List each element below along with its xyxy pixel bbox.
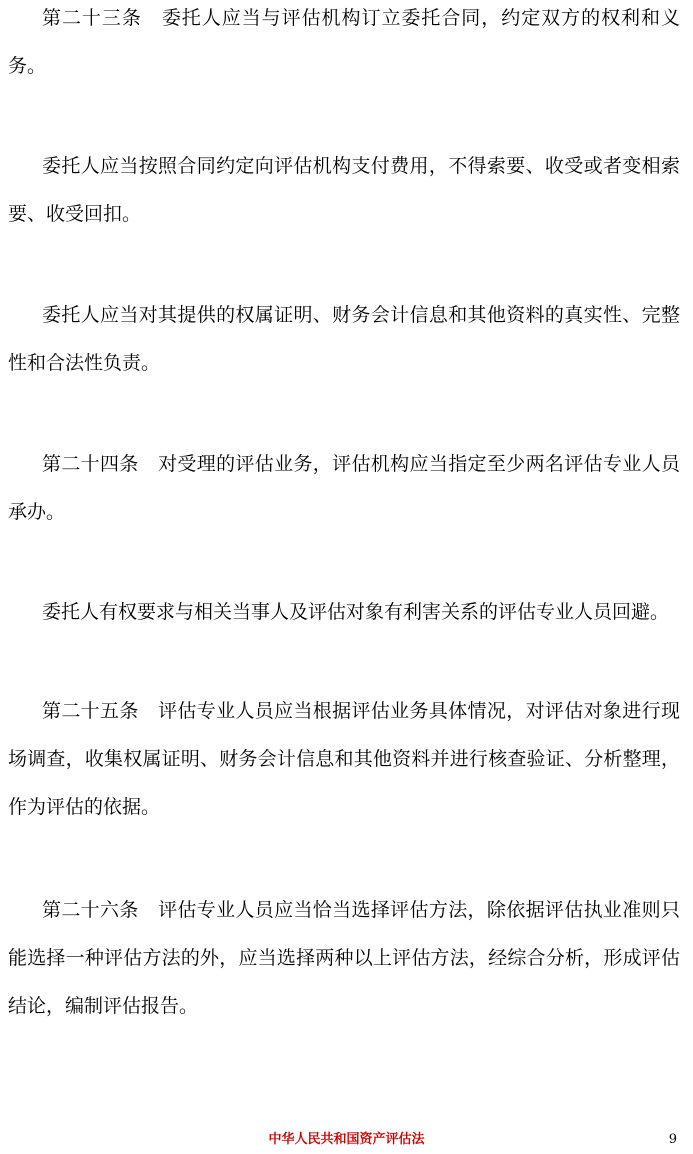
paragraph-text: 委托人应当对其提供的权属证明、财务会计信息和其他资料的真实性、完整性和合法性负责。 xyxy=(8,304,680,374)
article-number: 第二十五条 xyxy=(42,700,139,722)
paragraph-text: 对受理的评估业务，评估机构应当指定至少两名评估专业人员承办。 xyxy=(8,453,680,523)
paragraph-article-24 xyxy=(8,440,680,536)
footer-title: 中华人民共和国资产评估法 xyxy=(268,1132,425,1147)
paragraph-recusal xyxy=(8,588,680,636)
paragraph-material-responsibility xyxy=(8,291,680,387)
paragraph-text: 评估专业人员应当根据评估业务具体情况，对评估对象进行现场调查，收集权属证明、财务会计信息和其他资料并进行核查验证、分析整理，作为评估的依据。 xyxy=(8,700,680,818)
article-number: 第二十四条 xyxy=(42,453,139,475)
paragraph-text: 委托人应当按照合同约定向评估机构支付费用，不得索要、收受或者变相索要、收受回扣。 xyxy=(8,155,680,225)
article-number: 第二十六条 xyxy=(42,899,139,921)
paragraph-text: 委托人有权要求与相关当事人及评估对象有利害关系的评估专业人员回避。 xyxy=(42,601,670,623)
paragraph-article-26 xyxy=(8,886,680,1030)
paragraph-article-23 xyxy=(8,0,680,90)
page-number: 9 xyxy=(668,1132,677,1147)
article-number: 第二十三条 xyxy=(42,7,142,29)
paragraph-article-25 xyxy=(8,687,680,831)
paragraph-text: 委托人应当与评估机构订立委托合同，约定双方的权利和义务。 xyxy=(8,7,680,77)
paragraph-fee-payment xyxy=(8,142,680,238)
paragraph-text: 评估专业人员应当恰当选择评估方法，除依据评估执业准则只能选择一种评估方法的外，应当选择两种以上评估方法，经综合分析，形成评估结论，编制评估报告。 xyxy=(8,899,680,1017)
